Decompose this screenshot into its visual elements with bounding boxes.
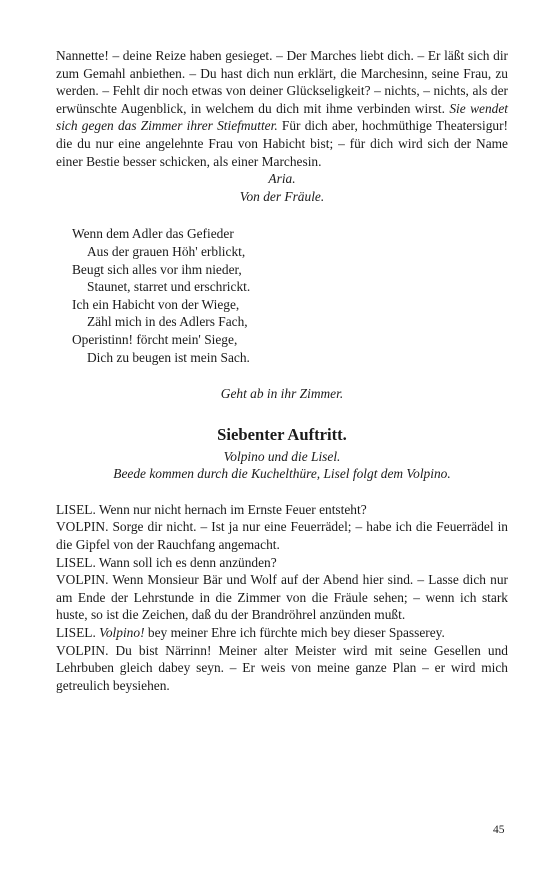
verse-line: Wenn dem Adler das Gefieder (72, 226, 234, 242)
speaker-name: VOLPIN. (56, 572, 109, 588)
monologue-text-2: Für dich aber, hochmüthige Theatersigur! die du nur eine angelehnte Frau von Habicht bist; – für dich wird sich der Name einer Bestie besser schicken, als einer Marchesin. (56, 118, 508, 169)
speaker-name: LISEL. (56, 554, 96, 570)
page-number: 45 (493, 824, 505, 836)
verse-line: Ich ein Habicht von der Wiege, (72, 296, 240, 312)
aria-title: Aria. (268, 171, 296, 187)
speaker-name: LISEL. (56, 501, 96, 517)
aria-verse (72, 225, 508, 366)
monologue-text-1: Nannette! – deine Reize haben gesieget. – Der Marches liebt dich. – Er läßt sich dir zum Gemahl anbiethen. – Du hast dich nun erklärt, die Marchesinn, seine Frau, zu werden. – Fehlt dir noch etwas von deiner Glückseligkeit? – nichts, – nichts, als der erwünschte Augenblick, in welchem du dich mit ihme verbinden wirst. (56, 48, 508, 116)
verse-line: Aus der grauen Höh' erblickt, (87, 243, 246, 259)
page-body (56, 47, 508, 694)
speech-text: Sorge dir nicht. – Ist ja nur eine Feuerrädel; – habe ich die Feuerrädel in die Gipfel von der Rauchfang angemacht. (56, 519, 508, 553)
verse-line: Dich zu beugen ist mein Sach. (87, 349, 250, 365)
verse-line: Staunet, starret und erschrickt. (87, 279, 251, 295)
speech-text: Wenn nur nicht hernach im Ernste Feuer entsteht? (95, 501, 367, 517)
scene-characters: Volpino und die Lisel. (223, 448, 341, 464)
aria-attribution: Von der Fräule. (239, 188, 325, 204)
speech-text: Du bist Närrinn! Meiner alter Meister wird mit seine Gesellen und Lehrbuben gleich dabey seyn. – Er weis von meine ganze Plan – er wird mich getreulich beysiehen. (56, 642, 508, 693)
speech-text: bey meiner Ehre ich fürchte mich bey dieser Spasserey. (144, 625, 445, 641)
speech-volpin (56, 571, 508, 624)
speech-lisel (56, 624, 508, 642)
scene-title: Siebenter Auftritt. (217, 424, 347, 444)
scene-direction: Beede kommen durch die Kuchelthüre, Lisel folgt dem Volpino. (113, 466, 451, 482)
verse-line: Zähl mich in des Adlers Fach, (87, 314, 248, 330)
speech-volpin (56, 518, 508, 553)
stage-direction: Sie wendet sich gegen das Zimmer ihrer Stiefmutter. (56, 100, 508, 134)
opening-monologue (56, 47, 508, 170)
speech-emphasis: Volpino! (99, 625, 145, 641)
speech-text: Wann soll ich es denn anzünden? (95, 554, 277, 570)
verse-line: Operistinn! förcht mein' Siege, (72, 331, 238, 347)
dialogue (56, 501, 508, 695)
speech-lisel (56, 554, 508, 572)
exit-direction: Geht ab in ihr Zimmer. (220, 386, 344, 402)
speaker-name: VOLPIN. (56, 519, 109, 535)
speaker-name: VOLPIN. (56, 642, 109, 658)
speech-lisel (56, 501, 508, 519)
speaker-name: LISEL. (56, 625, 96, 641)
verse-line: Beugt sich alles vor ihm nieder, (72, 261, 242, 277)
speech-text: Wenn Monsieur Bär und Wolf auf der Abend hier sind. – Lasse dich nur am Ende der Lehrstunde in die Zimmer von die Fräule sehen; – wenn ich stark huste, so ist die Zeichen, daß du der Brandröhrel anzünden mußt. (56, 572, 508, 623)
speech-volpin (56, 642, 508, 695)
